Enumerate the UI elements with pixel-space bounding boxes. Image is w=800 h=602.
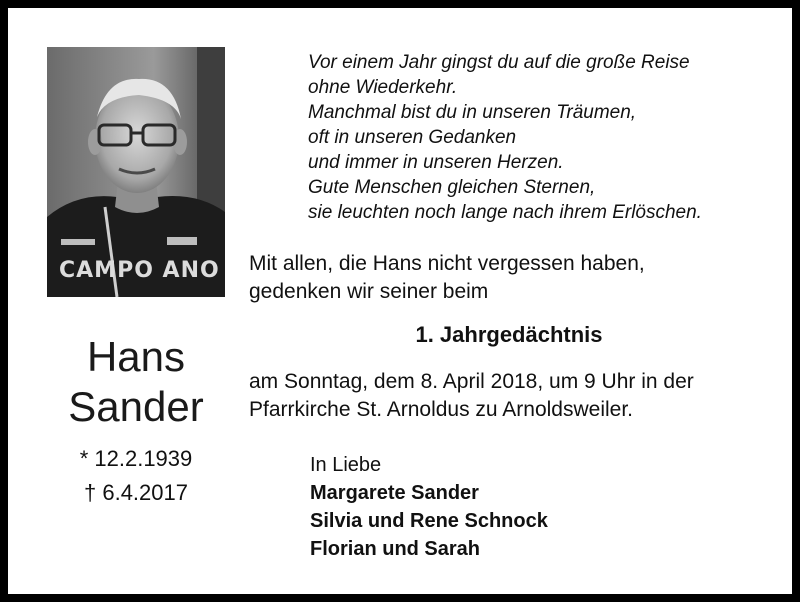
signer-name: Florian und Sarah bbox=[310, 538, 481, 560]
intro-line: gedenken wir seiner beim bbox=[249, 280, 489, 303]
death-date: † 6.4.2017 bbox=[84, 480, 188, 505]
poem-line: oft in unseren Gedanken bbox=[308, 127, 517, 148]
poem-line: sie leuchten noch lange nach ihrem Erlöschen. bbox=[308, 202, 702, 223]
poem-line: Manchmal bist du in unseren Träumen, bbox=[308, 102, 637, 123]
signoff-greeting: In Liebe bbox=[310, 454, 382, 476]
memorial-poem bbox=[308, 50, 778, 225]
portrait-photo bbox=[47, 47, 225, 297]
last-name: Sander bbox=[68, 383, 204, 430]
poem-line: Vor einem Jahr gingst du auf die große Reise bbox=[308, 52, 690, 73]
signer-name: Margarete Sander bbox=[310, 482, 479, 504]
shirt-print: CAMPO ANO bbox=[59, 258, 220, 283]
event-details bbox=[249, 368, 789, 424]
intro-text bbox=[249, 250, 789, 306]
signer-name: Silvia und Rene Schnock bbox=[310, 510, 548, 532]
signoff bbox=[310, 451, 548, 563]
event-detail-line: am Sonntag, dem 8. April 2018, um 9 Uhr in der bbox=[249, 370, 694, 393]
first-name: Hans bbox=[86, 333, 186, 380]
intro-line: Mit allen, die Hans nicht vergessen haben, bbox=[249, 252, 645, 275]
event-title: 1. Jahrgedächtnis bbox=[415, 322, 603, 347]
poem-line: und immer in unseren Herzen. bbox=[308, 152, 564, 173]
event-detail-line: Pfarrkirche St. Arnoldus zu Arnoldsweiler. bbox=[249, 398, 634, 421]
portrait-image bbox=[47, 47, 225, 297]
poem-line: Gute Menschen gleichen Sternen, bbox=[308, 177, 596, 198]
poem-line: ohne Wiederkehr. bbox=[308, 77, 458, 98]
birth-date: * 12.2.1939 bbox=[79, 446, 193, 471]
